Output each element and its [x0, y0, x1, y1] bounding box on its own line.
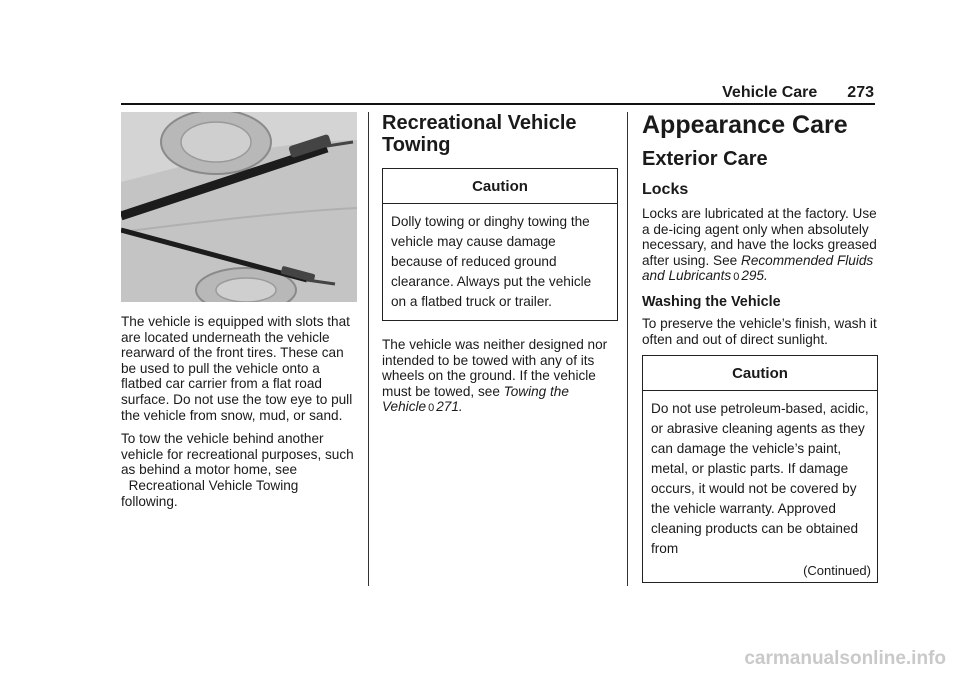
column-divider-1 [368, 112, 369, 586]
recreational-towing-link[interactable]: Recreational Vehicle Towing [128, 477, 299, 493]
header-rule [121, 103, 875, 105]
recreational-towing-heading: Recreational Vehicle Towing [382, 112, 577, 156]
caution-body: Do not use petroleum-based, acidic, or abrasive cleaning agents as they can damage the vehicle’s paint, metal, or plastic parts. If damage occurs, it would not be covered by the vehicle warranty. Approved cleaning products can be obtained from [651, 401, 869, 557]
page-header [722, 84, 874, 104]
continued-label: (Continued) [803, 563, 871, 579]
caution-title: Caution [643, 356, 877, 391]
exterior-care-heading: Exterior Care [642, 148, 768, 170]
paragraph-recreational-ref [121, 431, 357, 509]
caution-box [382, 168, 618, 321]
watermark: carmanualsonline.info [744, 648, 946, 669]
locks-heading: Locks [642, 181, 689, 198]
page-ref-icon: 0 [733, 271, 740, 284]
paragraph-text: To tow the vehicle behind another vehicle for recreational purposes, such as behind a motor home, see [121, 431, 354, 478]
page-ref-icon: 0 [428, 402, 435, 415]
washing-heading: Washing the Vehicle [642, 293, 781, 310]
caution-title: Caution [383, 169, 617, 204]
towing-vehicle-link[interactable]: Towing the Vehicle [382, 383, 569, 415]
column-1 [121, 112, 357, 517]
paragraph-tow-slots: The vehicle is equipped with slots that are located underneath the vehicle rearward of the front tires. These can be used to pull the vehicle onto a flatbed car carrier from a flat road surface. Do not use the tow eye to pull the vehicle from snow, mud, or sand. [121, 314, 353, 423]
column-2 [382, 112, 618, 425]
page-ref[interactable]: 271. [436, 399, 463, 415]
tow-strap-figure [121, 112, 357, 302]
tow-strap-illustration [121, 112, 357, 302]
column-divider-2 [627, 112, 628, 586]
paragraph-text: Locks are lubricated at the factory. Use a de-icing agent only when absolutely necessary, and have the locks greased after using. See [642, 206, 877, 268]
appearance-care-heading: Appearance Care [642, 111, 848, 139]
fluids-lubricants-link[interactable]: Recommended Fluids and Lubricants [642, 252, 874, 284]
column-3 [642, 112, 878, 599]
section-title: Vehicle Care [722, 84, 818, 101]
page-number: 273 [847, 84, 874, 101]
paragraph-towing [382, 337, 618, 417]
paragraph-washing: To preserve the vehicle’s finish, wash it often and out of direct sunlight. [642, 315, 877, 347]
caution-body: Dolly towing or dinghy towing the vehicle may cause damage because of reduced ground clearance. Always put the vehicle on a flatbed truck or trailer. [391, 214, 592, 309]
page-ref[interactable]: 295. [741, 268, 768, 284]
paragraph-text: following. [121, 493, 178, 509]
caution-box [642, 355, 878, 583]
paragraph-text: The vehicle was neither designed nor intended to be towed with any of its wheels on the ground. If the vehicle must be towed, see [382, 337, 608, 399]
paragraph-locks [642, 206, 878, 286]
